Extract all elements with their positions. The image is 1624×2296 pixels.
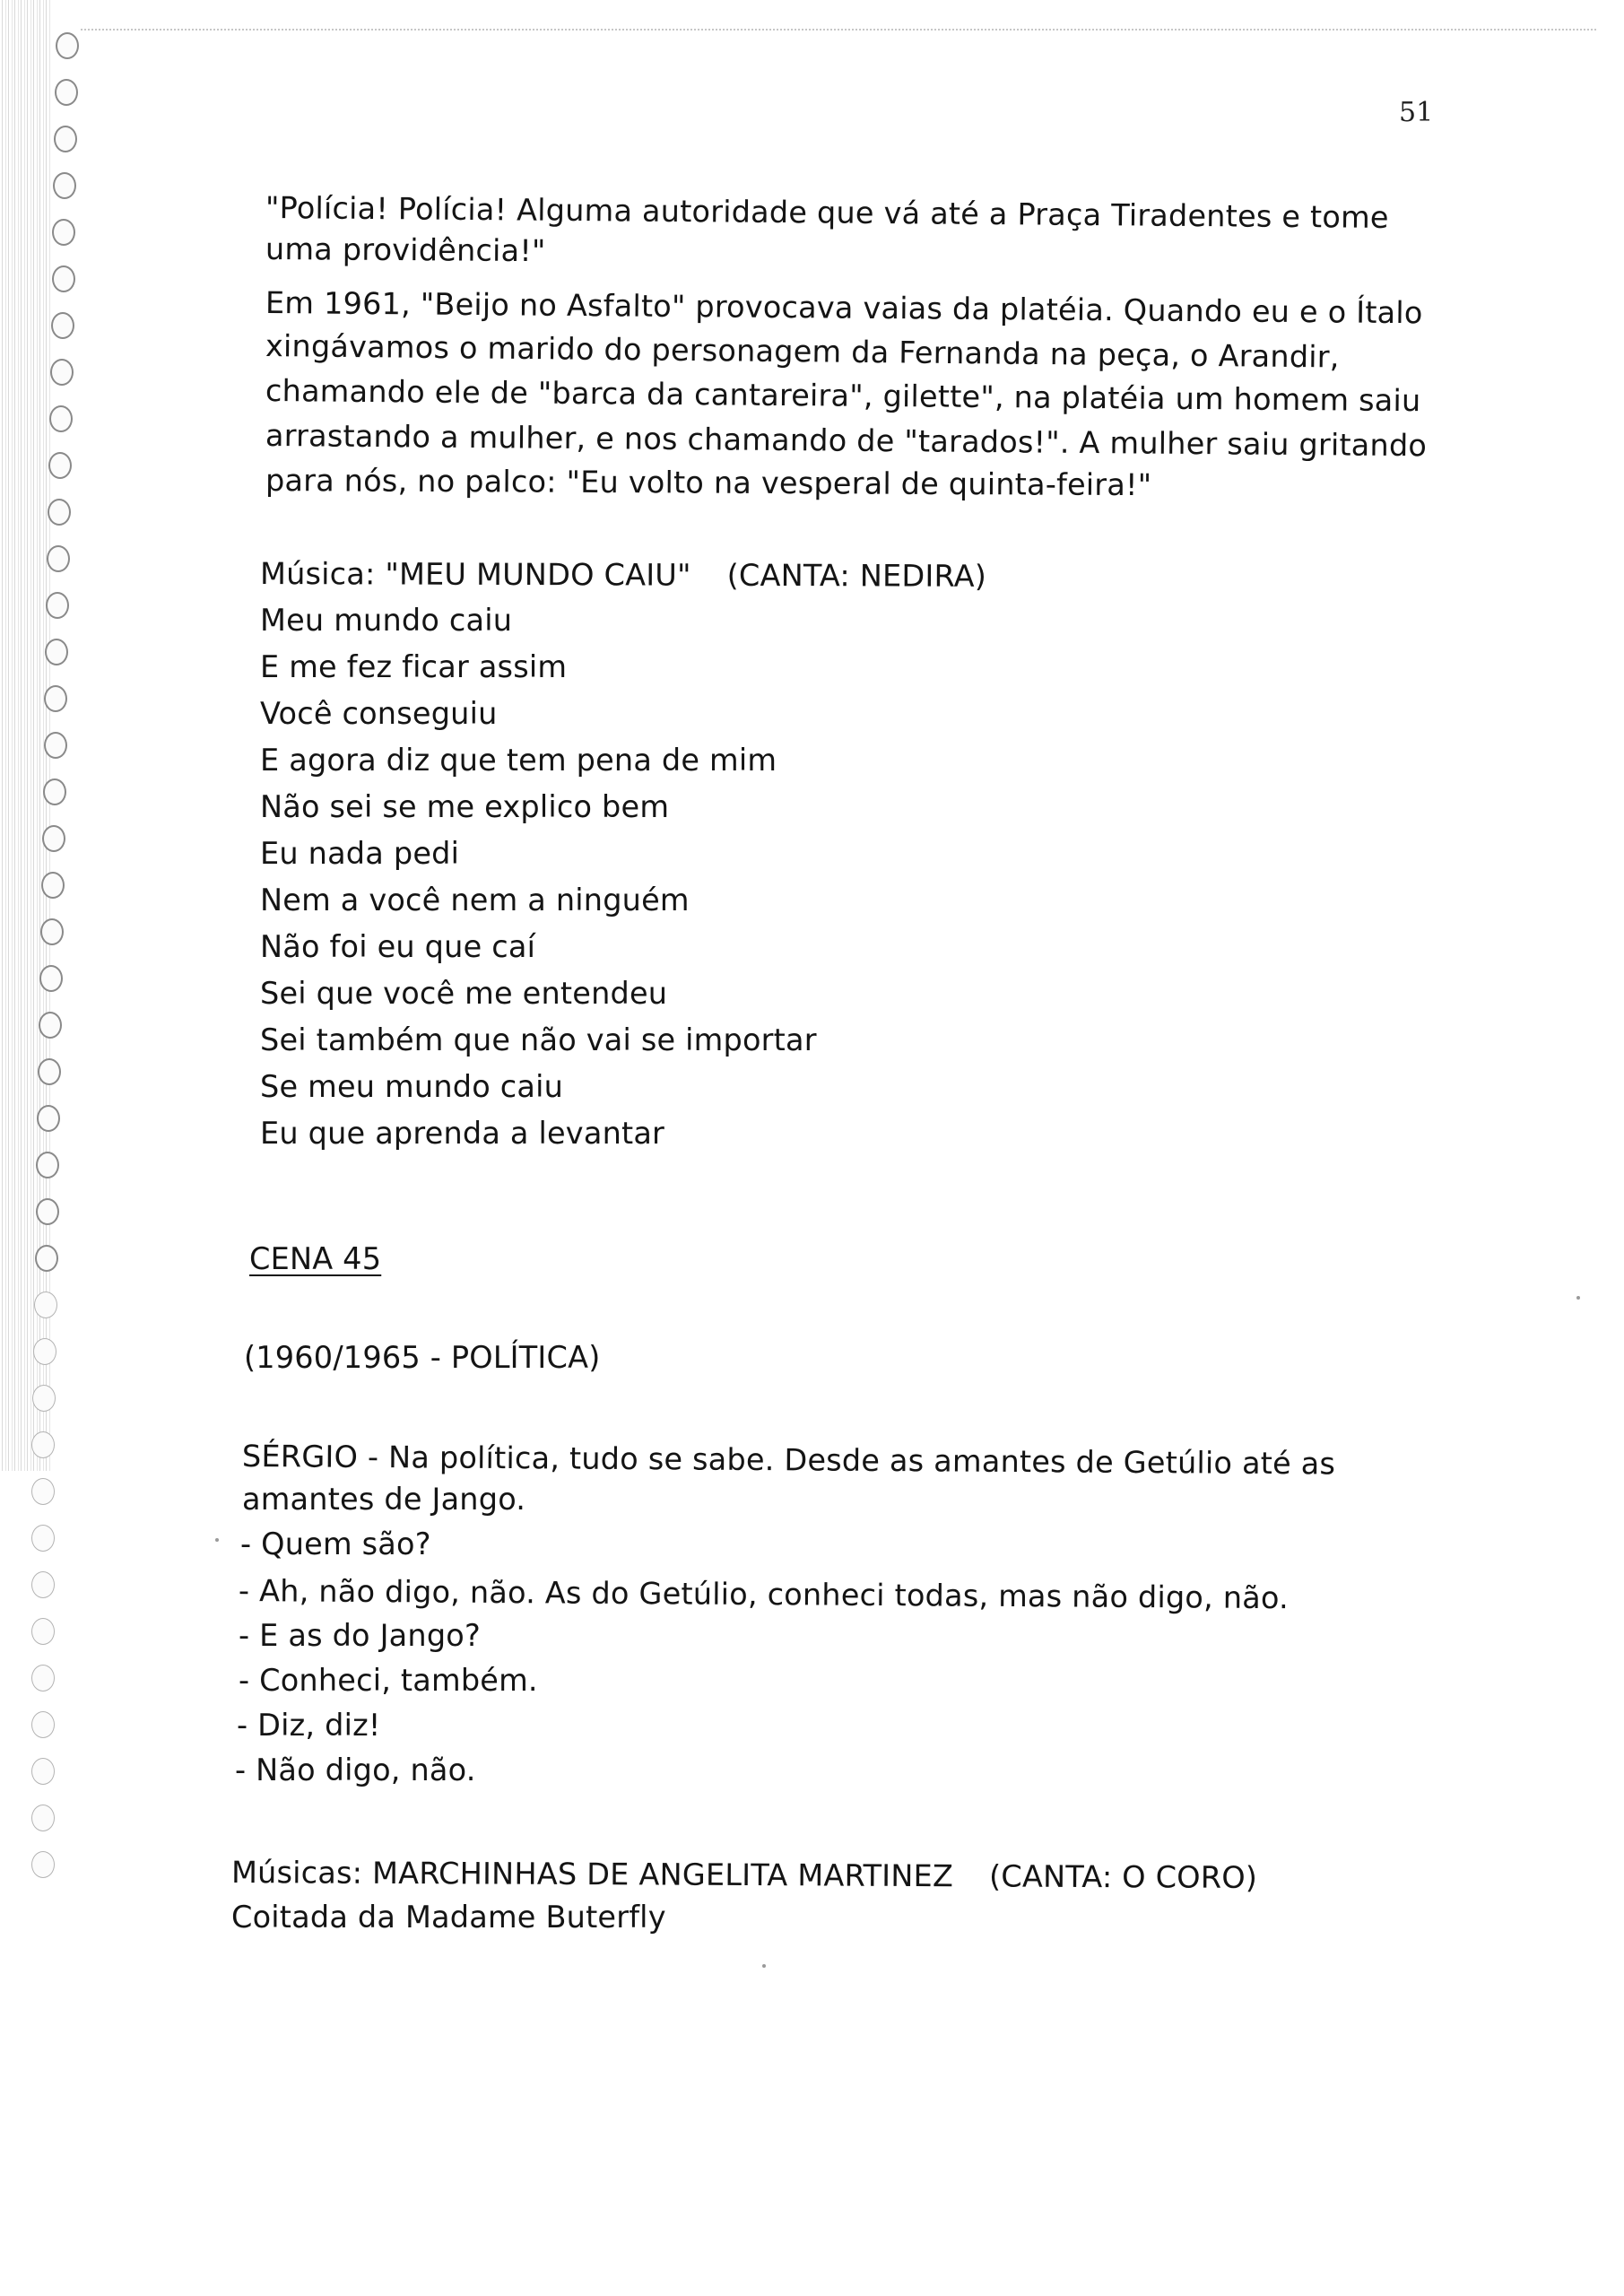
binder-hole [56,32,79,59]
scan-speck [215,1538,219,1542]
lyric-line: Nem a você nem a ninguém [260,883,690,918]
binder-hole [34,1292,57,1318]
binder-hole [33,1338,56,1365]
binder-hole [37,1105,60,1132]
song-title-line [260,556,986,595]
dialogue-line: - Conheci, também. [239,1663,538,1698]
binder-hole [41,872,65,899]
binder-hole [32,1385,56,1412]
scan-speck [762,1964,766,1968]
binder-hole [36,1198,59,1225]
binder-hole [49,405,73,432]
song-title: Músicas: MARCHINHAS DE ANGELITA MARTINEZ [230,1855,954,1894]
dialogue-line: SÉRGIO - Na política, tudo se sabe. Desde as amantes de Getúlio até as [241,1439,1336,1482]
dialogue-line: amantes de Jango. [242,1482,526,1517]
scene-subtitle: (1960/1965 - POLÍTICA) [244,1340,601,1375]
paragraph-line: "Polícia! Polícia! Alguma autoridade que vá até a Praça Tiradentes e tome [265,190,1389,235]
binder-hole [45,639,68,665]
paragraph-line: para nós, no palco: "Eu volto na vesperal de quinta-feira!" [265,463,1152,503]
binder-hole [31,1431,55,1458]
binder-hole [31,1665,55,1692]
song-title: Música: "MEU MUNDO CAIU" [259,556,691,593]
paragraph-line: xingávamos o marido do personagem da Fernanda na peça, o Arandir, [265,328,1340,375]
lyric-line: E agora diz que tem pena de mim [260,743,777,778]
scan-top-rule [81,29,1596,30]
binder-hole [50,359,74,386]
binder-hole [48,452,72,479]
binder-hole [44,685,67,712]
page-number: 51 [1399,97,1434,128]
lyric-line: Não foi eu que caí [260,929,536,964]
song-singer: (CANTA: NEDIRA) [726,557,987,594]
binder-hole [31,1525,55,1552]
lyric-line: Meu mundo caiu [260,603,513,638]
binder-hole [43,778,66,805]
binder-hole [31,1805,55,1831]
binder-hole [44,732,67,759]
binder-hole [51,312,74,339]
song-title-line [231,1855,1257,1896]
binder-hole [47,545,70,572]
binder-hole [40,918,64,945]
binder-hole [31,1571,55,1598]
binder-hole [48,499,71,526]
binder-hole [31,1711,55,1738]
paragraph-line: uma providência!" [265,231,546,269]
binder-hole [53,172,76,199]
scene-heading: CENA 45 [249,1241,382,1276]
lyric-line: Sei também que não vai se importar [260,1022,817,1057]
dialogue-line: - Diz, diz! [237,1708,381,1743]
binder-hole [42,825,65,852]
binder-hole [31,1758,55,1785]
dialogue-line: - E as do Jango? [239,1618,481,1653]
binder-hole [54,126,77,152]
scan-speck [1576,1296,1580,1300]
binder-hole [36,1152,59,1178]
binder-hole [38,1058,61,1085]
binder-hole [46,592,69,619]
binder-hole [52,265,75,292]
paragraph-line: chamando ele de "barca da cantareira", gilette", na platéia um homem saiu [265,373,1421,419]
song-singer: (CANTA: O CORO) [988,1858,1258,1895]
binder-hole [39,965,63,992]
lyric-line: Sei que você me entendeu [260,976,668,1011]
lyric-line: Eu que aprenda a levantar [260,1116,665,1151]
dialogue-line: - Não digo, não. [235,1752,476,1787]
binder-hole [31,1478,55,1505]
dialogue-line: - Quem são? [240,1526,431,1561]
binder-hole [52,219,75,246]
binder-hole [31,1851,55,1878]
binder-hole [55,79,78,106]
lyric-line: Não sei se me explico bem [260,789,670,824]
binder-hole [35,1245,58,1272]
paragraph-line: arrastando a mulher, e nos chamando de "tarados!". A mulher saiu gritando [265,418,1428,464]
lyric-line: E me fez ficar assim [260,649,568,684]
lyric-line: Você conseguiu [260,696,498,731]
lyric-line: Se meu mundo caiu [260,1069,564,1104]
lyric-line: Coitada da Madame Buterfly [231,1900,666,1935]
dialogue-line: - Ah, não digo, não. As do Getúlio, conheci todas, mas não digo, não. [238,1573,1290,1616]
binder-hole [31,1618,55,1645]
paragraph-line: Em 1961, "Beijo no Asfalto" provocava vaias da platéia. Quando eu e o Ítalo [265,285,1423,331]
binder-hole [39,1012,62,1039]
lyric-line: Eu nada pedi [260,836,460,871]
